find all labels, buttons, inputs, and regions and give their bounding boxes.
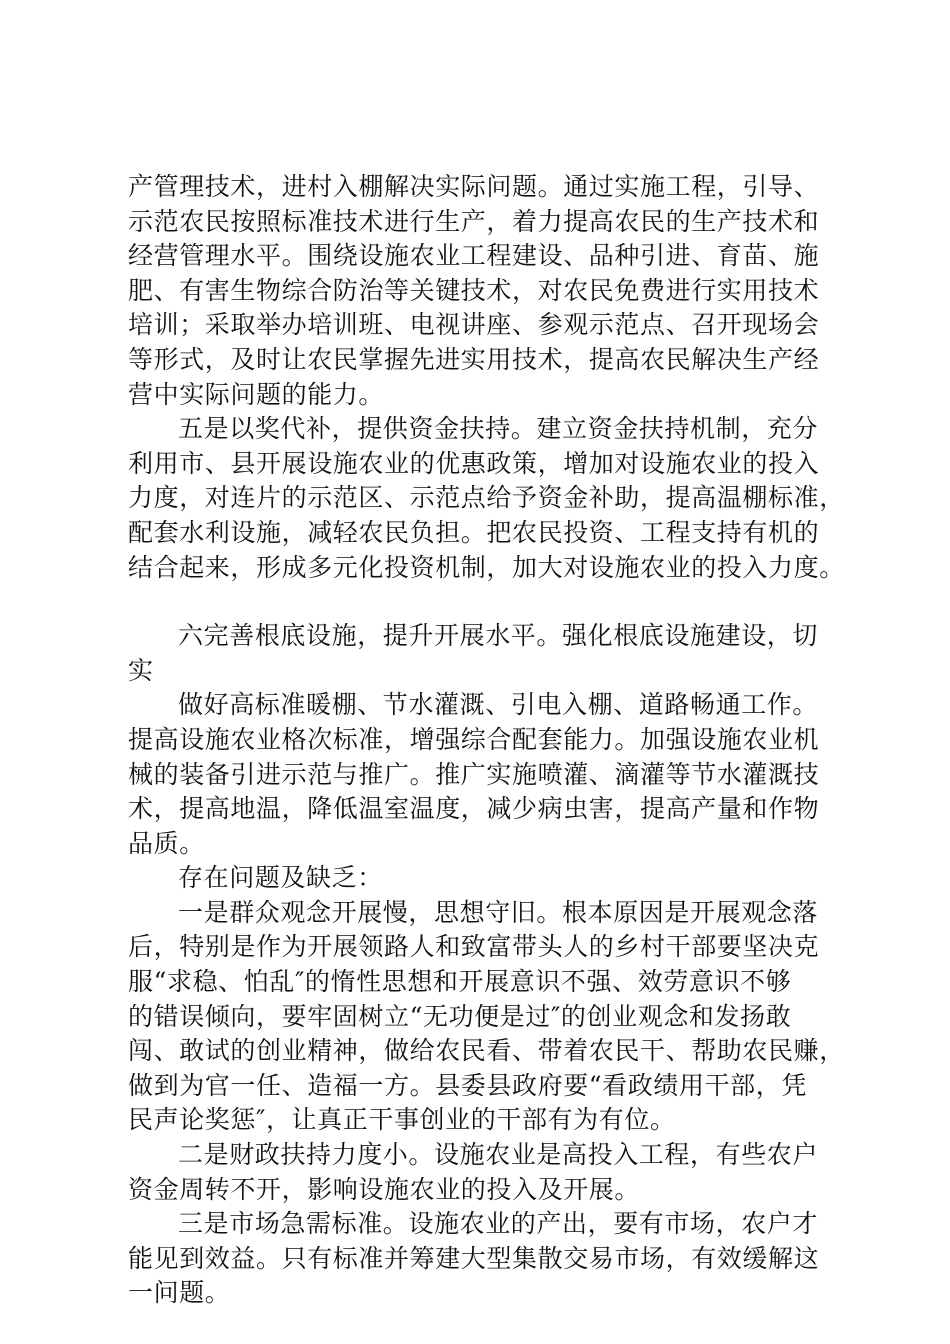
text-line: 培训；采取举办培训班、电视讲座、参观示范点、召开现场会 [128, 310, 820, 340]
text-line: 营中实际问题的能力。 [128, 379, 385, 409]
text-line: 等形式，及时让农民掌握先进实用技术，提高农民解决生产经 [128, 344, 820, 374]
text-line: 民声论奖惩″，让真正干事创业的干部有为有位。 [128, 1105, 676, 1135]
text-line: 后，特别是作为开展领路人和致富带头人的乡村干部要坚决克 [128, 932, 820, 962]
paragraph-first-line: 五是以奖代补，提供资金扶持。建立资金扶持机制，充分 [178, 414, 819, 444]
document-body [128, 170, 845, 1311]
text-line: 结合起来，形成多元化投资机制，加大对设施农业的投入力度。 [128, 552, 845, 582]
paragraph-first-line: 二是财政扶持力度小。设施农业是高投入工程，有些农户 [178, 1140, 819, 1170]
paragraph-first-line: 六完善根底设施，提升开展水平。强化根底设施建设，切 [178, 621, 819, 651]
text-line: 一问题。 [128, 1278, 231, 1308]
text-line: 械的装备引进示范与推广。推广实施喷灌、滴灌等节水灌溉技 [128, 759, 820, 789]
text-line: 产管理技术，进村入棚解决实际问题。通过实施工程，引导、 [128, 172, 820, 201]
text-line: 经营管理水平。围绕设施农业工程建设、品种引进、育苗、施 [128, 241, 820, 271]
text-line: 力度，对连片的示范区、示范点给予资金补助，提高温棚标准， [128, 483, 845, 513]
text-line: 提高设施农业格次标准，增强综合配套能力。加强设施农业机 [128, 724, 820, 754]
text-line: 能见到效益。只有标准并筹建大型集散交易市场，有效缓解这 [128, 1243, 820, 1273]
text-line: 肥、有害生物综合防治等关键技术，对农民免费进行实用技术 [128, 275, 820, 305]
text-line: 资金周转不开，影响设施农业的投入及开展。 [128, 1174, 641, 1204]
paragraph-first-line: 一是群众观念开展慢，思想守旧。根本原因是开展观念落 [178, 897, 819, 927]
text-line: 品质。 [128, 828, 205, 858]
text-line: 的错误倾向，要牢固树立“无功便是过″的创业观念和发扬敢 [128, 1001, 792, 1031]
paragraph-gap [128, 585, 818, 619]
text-line: 术，提高地温，降低温室温度，减少病虫害，提高产量和作物 [128, 794, 820, 824]
text-line: 做到为官一任、造福一方。县委县政府要“看政绩用干部，凭 [128, 1070, 807, 1100]
paragraph-first-line: 做好高标准暖棚、节水灌溉、引电入棚、道路畅通工作。 [178, 690, 819, 720]
text-line: 示范农民按照标准技术进行生产，着力提高农民的生产技术和 [128, 206, 820, 236]
paragraph-first-line: 三是市场急需标准。设施农业的产出，要有市场，农户才 [178, 1209, 819, 1239]
text-line: 利用市、县开展设施农业的优惠政策，增加对设施农业的投入 [128, 448, 820, 478]
section-heading: 存在问题及缺乏： [178, 863, 383, 893]
text-line: 服“求稳、怕乱″的惰性思想和开展意识不强、效劳意识不够 [128, 967, 792, 997]
text-line: 实 [128, 655, 154, 685]
text-line: 闯、敢试的创业精神，做给农民看、带着农民干、帮助农民赚， [128, 1036, 845, 1066]
text-line: 配套水利设施，减轻农民负担。把农民投资、工程支持有机的 [128, 517, 820, 547]
